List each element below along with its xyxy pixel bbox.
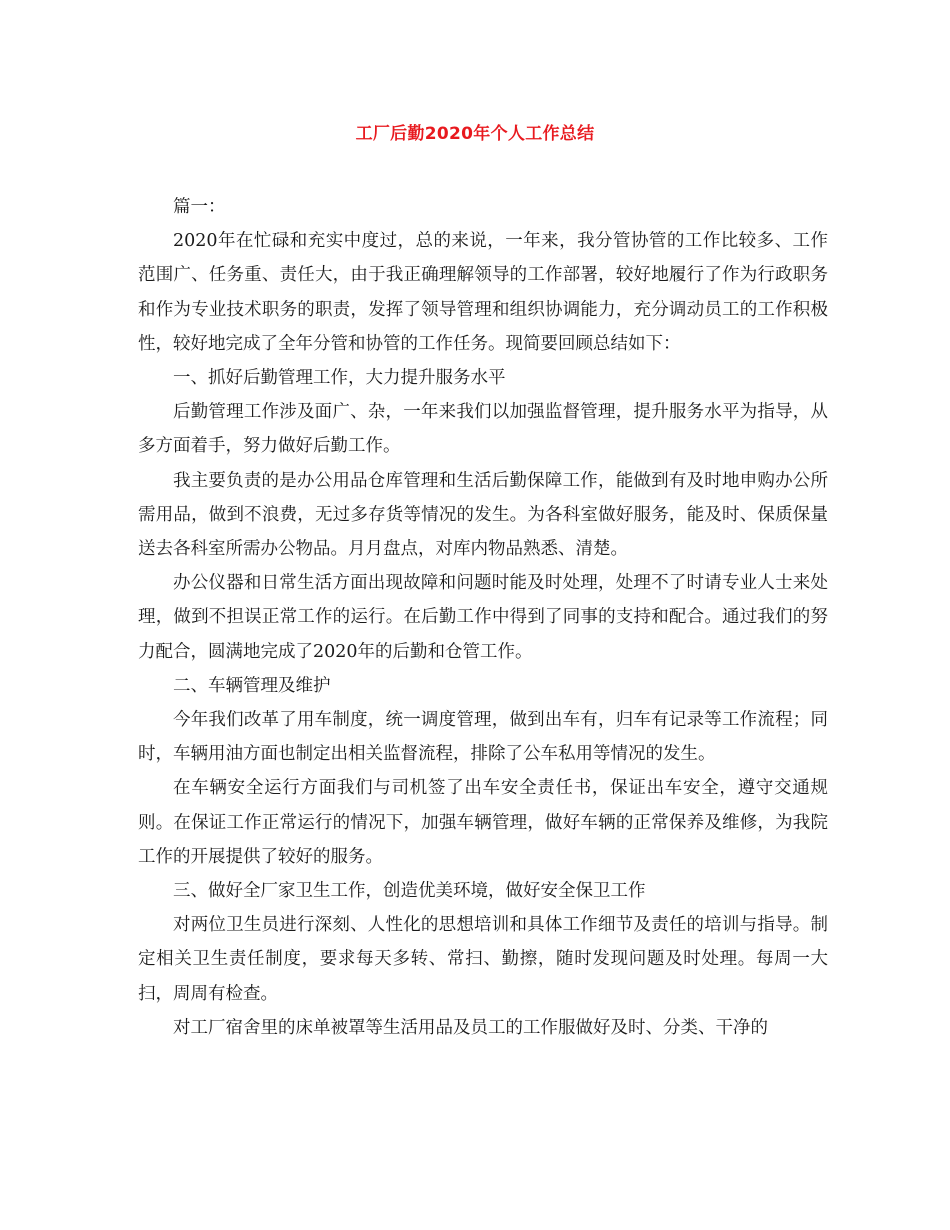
document-body [138, 190, 828, 1045]
intro-paragraph: 2020年在忙碌和充实中度过，总的来说，一年来，我分管协管的工作比较多、工作范围广、任务重、责任大，由于我正确理解领导的工作部署，较好地履行了作为行政职务和作为专业技术职务的职责，发挥了领导管理和组织协调能力，充分调动员工的工作积极性，较好地完成了全年分管和协管的工作任务。现简要回顾总结如下： [138, 231, 828, 354]
section-label: 篇一： [173, 197, 226, 217]
section-heading-1: 一、抓好后勤管理工作，大力提升服务水平 [173, 368, 506, 389]
paragraph: 后勤管理工作涉及面广、杂，一年来我们以加强监督管理，提升服务水平为指导，从多方面着手，努力做好后勤工作。 [138, 402, 828, 457]
paragraph: 对工厂宿舍里的床单被罩等生活用品及员工的工作服做好及时、分类、干净的 [173, 1017, 768, 1038]
paragraph: 对两位卫生员进行深刻、人性化的思想培训和具体工作细节及责任的培训与指导。制定相关卫生责任制度，要求每天多转、常扫、勤擦，随时发现问题及时处理。每周一大扫，周周有检查。 [138, 915, 828, 1004]
paragraph: 今年我们改革了用车制度，统一调度管理，做到出车有，归车有记录等工作流程；同时，车辆用油方面也制定出相关监督流程，排除了公车私用等情况的发生。 [138, 710, 828, 765]
paragraph: 在车辆安全运行方面我们与司机签了出车安全责任书，保证出车安全，遵守交通规则。在保证工作正常运行的情况下，加强车辆管理，做好车辆的正常保养及维修，为我院工作的开展提供了较好的服务。 [138, 778, 828, 867]
section-heading-3: 三、做好全厂家卫生工作，创造优美环境，做好安全保卫工作 [173, 881, 646, 902]
paragraph: 办公仪器和日常生活方面出现故障和问题时能及时处理，处理不了时请专业人士来处理，做到不担误正常工作的运行。在后勤工作中得到了同事的支持和配合。通过我们的努力配合，圆满地完成了2020年的后勤和仓管工作。 [138, 573, 828, 662]
section-heading-2: 二、车辆管理及维护 [173, 675, 331, 696]
document-title: 工厂后勤2020年个人工作总结 [355, 124, 595, 144]
paragraph: 我主要负责的是办公用品仓库管理和生活后勤保障工作，能做到有及时地申购办公所需用品，做到不浪费，无过多存货等情况的发生。为各科室做好服务，能及时、保质保量送去各科室所需办公物品。月月盘点，对库内物品熟悉、清楚。 [138, 470, 828, 560]
